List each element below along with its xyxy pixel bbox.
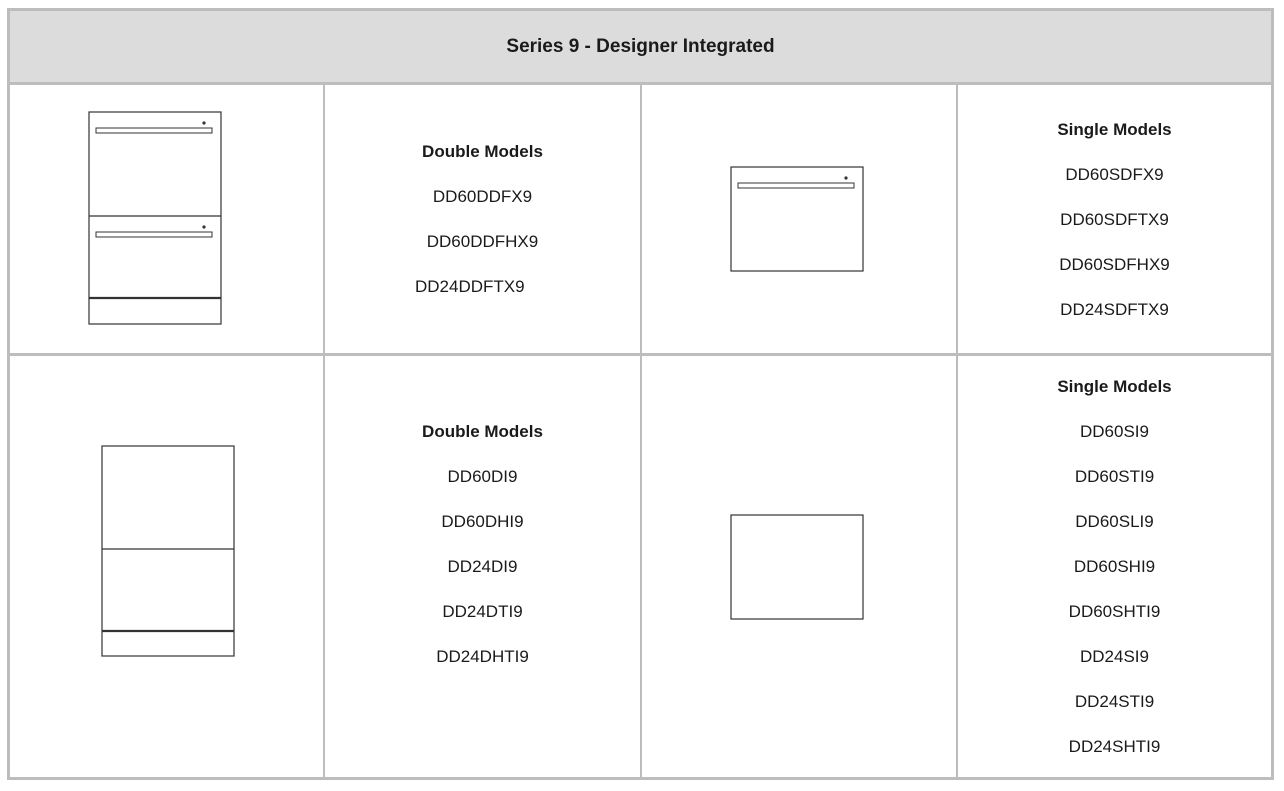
list-item: DD24DTI9 (442, 602, 523, 621)
double-drawer-dishwasher-with-handles-icon (88, 111, 224, 327)
list-item: DD24DHTI9 (436, 647, 529, 666)
single-drawer-dishwasher-integrated-icon (730, 514, 866, 622)
list-item: DD60DDFHX9 (426, 232, 539, 251)
single-models-cell (958, 85, 1271, 353)
list-item: DD60SI9 (1080, 422, 1149, 441)
list-item: DD60SLI9 (1075, 512, 1154, 531)
double-drawer-dishwasher-integrated-icon (101, 445, 237, 661)
list-item: DD24SHTI9 (1068, 737, 1161, 756)
double-models-cell (325, 356, 642, 777)
list-item: DD24DDFTX9 (415, 277, 525, 296)
image-cell (10, 356, 325, 777)
double-models-list (325, 141, 640, 321)
table-title: Series 9 - Designer Integrated (10, 11, 1271, 85)
list-item: DD60SHTI9 (1068, 602, 1161, 621)
single-models-list (958, 119, 1271, 344)
list-item: DD60SDFTX9 (1060, 210, 1169, 229)
double-models-list (325, 421, 640, 691)
list-item: DD60DDFX9 (432, 187, 533, 206)
image-cell (10, 85, 325, 353)
single-models-list (958, 376, 1271, 781)
single-drawer-dishwasher-with-handle-icon (730, 166, 866, 274)
table-row (10, 85, 1271, 356)
list-item: DD60SDFHX9 (1059, 255, 1170, 274)
table-row (10, 356, 1271, 777)
double-models-heading: Double Models (422, 422, 543, 441)
list-item: DD60DI9 (447, 467, 518, 486)
list-item: DD24SI9 (1080, 647, 1149, 666)
list-item: DD60DHI9 (441, 512, 524, 531)
double-models-heading: Double Models (422, 142, 543, 161)
single-models-heading: Single Models (1057, 120, 1172, 139)
list-item: DD60SHI9 (1073, 557, 1156, 576)
list-item: DD24SDFTX9 (1060, 300, 1169, 319)
image-cell (642, 356, 958, 777)
single-models-heading: Single Models (1057, 377, 1172, 396)
list-item: DD60STI9 (1074, 467, 1155, 486)
single-models-cell (958, 356, 1271, 777)
model-table (7, 8, 1274, 780)
double-models-cell (325, 85, 642, 353)
image-cell (642, 85, 958, 353)
list-item: DD24STI9 (1074, 692, 1155, 711)
list-item: DD24DI9 (447, 557, 518, 576)
list-item: DD60SDFX9 (1065, 165, 1164, 184)
